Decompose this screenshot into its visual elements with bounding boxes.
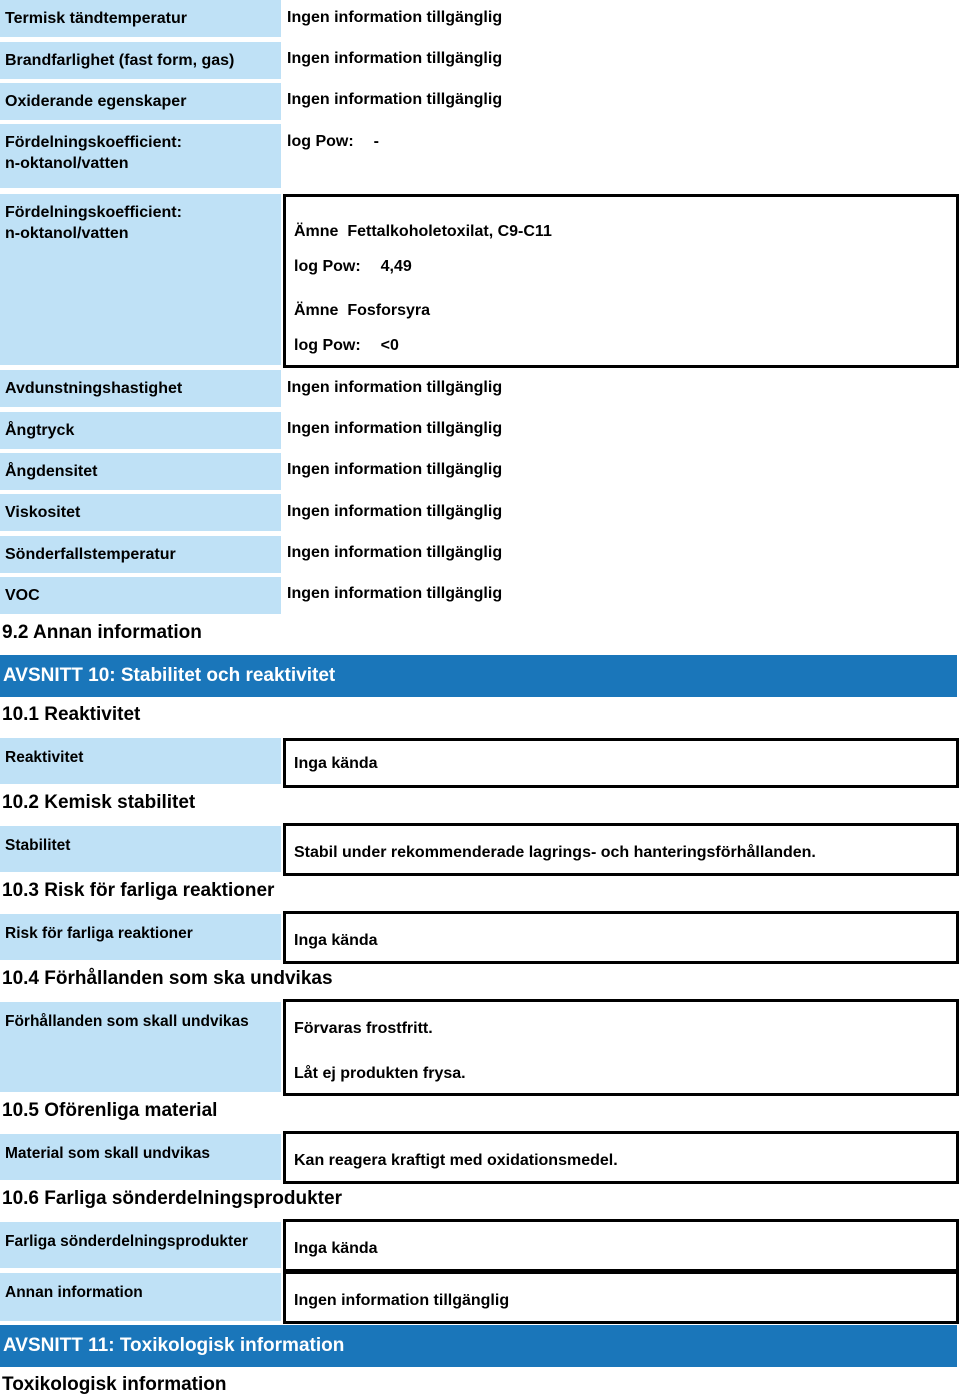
value-incompatible: Kan reagera kraftigt med oxidationsmedel. <box>294 1152 618 1169</box>
value-box-reactivity <box>283 738 959 788</box>
label-partition-1-line2: n-oktanol/vatten <box>5 155 129 172</box>
value-box-hazardous-reactions <box>283 911 959 964</box>
label-thermal-ignition: Termisk tändtemperatur <box>0 0 281 37</box>
substance-2-pow <box>294 335 399 356</box>
label-partition-2 <box>0 194 281 365</box>
label-oxidizing: Oxiderande egenskaper <box>0 83 281 120</box>
value-flammability: Ingen information tillgänglig <box>287 50 503 67</box>
amne-label: Ämne <box>294 223 339 240</box>
value-evaporation: Ingen information tillgänglig <box>287 379 503 396</box>
label-viscosity: Viskositet <box>0 494 281 531</box>
value-box-other-info <box>283 1271 959 1324</box>
value-hazardous-reactions: Inga kända <box>294 932 378 949</box>
label-voc: VOC <box>0 577 281 614</box>
label-partition-2-line2: n-oktanol/vatten <box>5 225 129 242</box>
value-other-info: Ingen information tillgänglig <box>294 1292 510 1309</box>
label-hazardous-reactions: Risk för farliga reaktioner <box>0 914 281 960</box>
value-viscosity: Ingen information tillgänglig <box>287 503 503 520</box>
amne-value: Fettalkoholetoxilat, C9-C11 <box>347 223 552 240</box>
label-evaporation: Avdunstningshastighet <box>0 370 281 407</box>
value-box-incompatible <box>283 1131 959 1184</box>
label-flammability: Brandfarlighet (fast form, gas) <box>0 42 281 79</box>
logpow-key: log Pow: <box>287 133 354 150</box>
heading-10-3: 10.3 Risk för farliga reaktioner <box>2 880 275 901</box>
label-vapour-density: Ångdensitet <box>0 453 281 490</box>
pow-value: 4,49 <box>380 258 412 275</box>
partition-substances-box <box>283 194 959 368</box>
label-partition-1-line1: Fördelningskoefficient: <box>5 134 182 151</box>
section-11-header: AVSNITT 11: Toxikologisk information <box>0 1325 957 1367</box>
value-stability: Stabil under rekommenderade lagrings- och hanteringsförhållanden. <box>294 844 816 861</box>
label-incompatible: Material som skall undvikas <box>0 1134 281 1180</box>
heading-11: Toxikologisk information <box>2 1374 227 1395</box>
pow-label: log Pow: <box>294 337 361 354</box>
value-decomposition-temp: Ingen information tillgänglig <box>287 544 503 561</box>
pow-value: <0 <box>380 337 399 354</box>
label-partition-2-line1: Fördelningskoefficient: <box>5 204 182 221</box>
section-10-header: AVSNITT 10: Stabilitet och reaktivitet <box>0 655 957 697</box>
value-voc: Ingen information tillgänglig <box>287 585 503 602</box>
value-decomposition-products: Inga kända <box>294 1240 378 1257</box>
label-other-info: Annan information <box>0 1273 281 1321</box>
value-partition-1 <box>287 131 379 152</box>
substance-2 <box>294 300 430 321</box>
value-thermal-ignition: Ingen information tillgänglig <box>287 9 503 26</box>
value-conditions-avoid-2: Låt ej produkten frysa. <box>294 1065 466 1082</box>
value-box-stability <box>283 823 959 876</box>
label-stability: Stabilitet <box>0 826 281 872</box>
value-box-conditions-avoid <box>283 999 959 1096</box>
label-reactivity: Reaktivitet <box>0 738 281 784</box>
value-oxidizing: Ingen information tillgänglig <box>287 91 503 108</box>
label-decomposition-products: Farliga sönderdelningsprodukter <box>0 1222 281 1268</box>
label-partition-1 <box>0 124 281 188</box>
amne-value: Fosforsyra <box>347 302 431 319</box>
value-vapour-pressure: Ingen information tillgänglig <box>287 420 503 437</box>
heading-10-5: 10.5 Oförenliga material <box>2 1100 218 1121</box>
substance-1-pow <box>294 256 412 277</box>
value-box-decomposition-products <box>283 1219 959 1272</box>
value-conditions-avoid-1: Förvaras frostfritt. <box>294 1020 433 1037</box>
substance-1 <box>294 221 552 242</box>
label-vapour-pressure: Ångtryck <box>0 412 281 449</box>
heading-9-2: 9.2 Annan information <box>2 622 202 643</box>
label-conditions-avoid: Förhållanden som skall undvikas <box>0 1002 281 1092</box>
heading-10-6: 10.6 Farliga sönderdelningsprodukter <box>2 1188 342 1209</box>
heading-10-2: 10.2 Kemisk stabilitet <box>2 792 196 813</box>
label-decomposition-temp: Sönderfallstemperatur <box>0 536 281 573</box>
value-vapour-density: Ingen information tillgänglig <box>287 461 503 478</box>
value-reactivity: Inga kända <box>294 755 378 772</box>
logpow-value: - <box>373 133 379 150</box>
heading-10-1: 10.1 Reaktivitet <box>2 704 141 725</box>
heading-10-4: 10.4 Förhållanden som ska undvikas <box>2 968 333 989</box>
amne-label: Ämne <box>294 302 339 319</box>
pow-label: log Pow: <box>294 258 361 275</box>
